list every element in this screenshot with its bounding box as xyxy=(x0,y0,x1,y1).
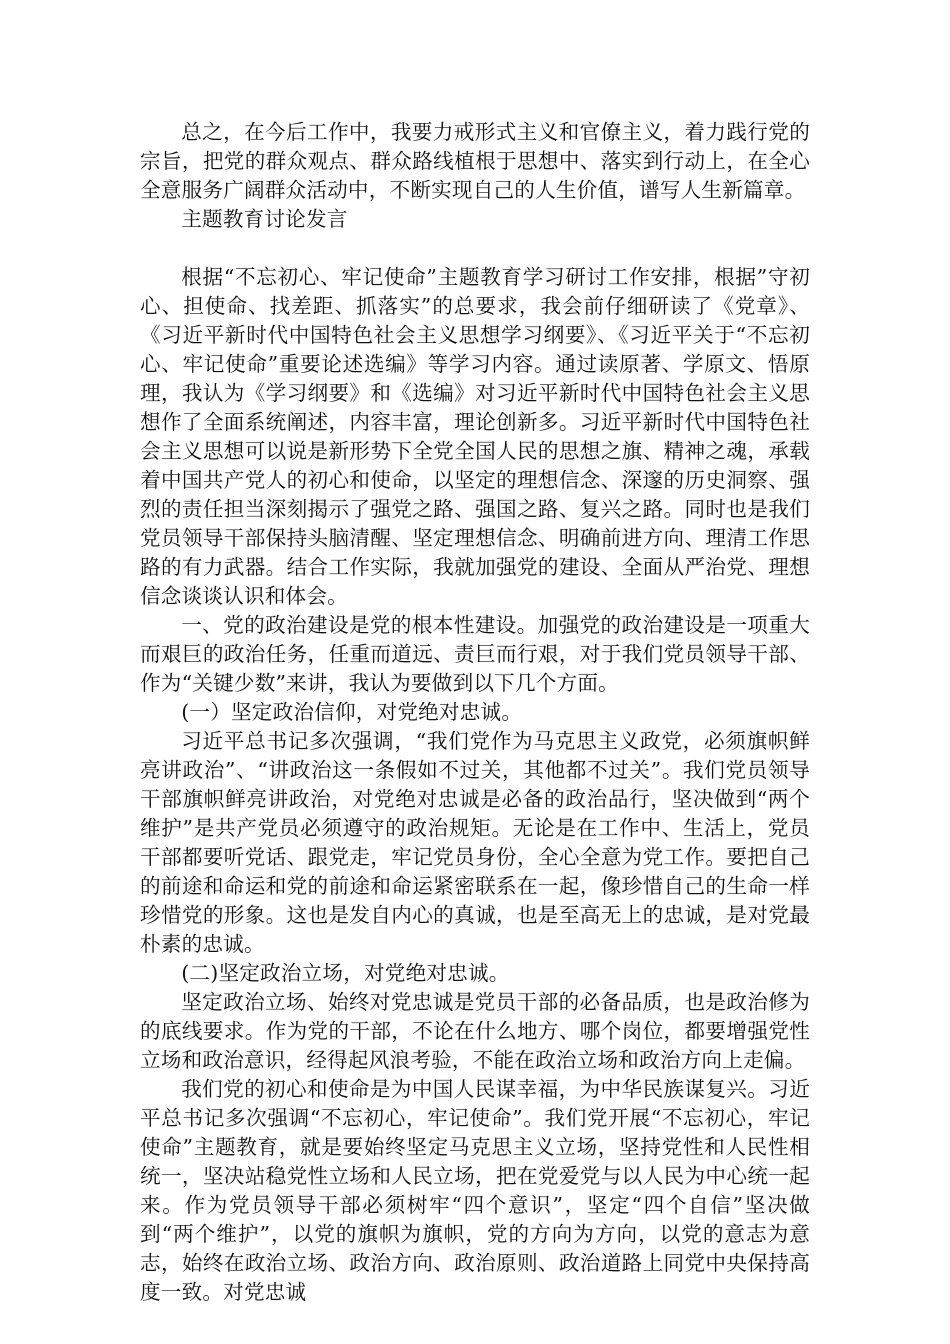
paragraph-mission: 我们党的初心和使命是为中国人民谋幸福，为中华民族谋复兴。习近平总书记多次强调“不忘初心，牢记使命”。我们党开展“不忘初心，牢记使命”主题教育，就是要始终坚定马克思主义立场，坚持党性和人民性相统一，坚决站稳党性立场和人民立场，把在党爱党与以人民为中心统一起来。作为党员领导干部必须树牢“四个意识”，坚定“四个自信”坚决做到“两个维护”，以党的旗帜为旗帜，党的方向为方向，以党的意志为意志，始终在政治立场、政治方向、政治原则、政治道路上同党中央保持高度一致。对党忠诚 xyxy=(140,1077,810,1304)
subheading-two: (二)坚定政治立场，对党绝对忠诚。 xyxy=(181,961,510,985)
paragraph-conclusion: 总之，在今后工作中，我要力戒形式主义和官僚主义，着力践行党的宗旨，把党的群众观点、群众路线植根于思想中、落实到行动上，在全心全意服务广阔群众活动中，不断实现自己的人生价值，谱写人生新篇章。 xyxy=(140,120,810,202)
paragraph-intro: 根据“不忘初心、牢记使命”主题教育学习研讨工作安排，根据”守初心、担使命、找差距、抓落实”的总要求，我会前仔细研读了《党章》、《习近平新时代中国特色社会主义思想学习纲要》、《习近平关于“不忘初心、牢记使命”重要论述选编》等学习内容。通过读原著、学原文、悟原理，我认为《学习纲要》和《选编》对习近平新时代中国特色社会主义思想作了全面系统阐述，内容丰富，理论创新多。习近平新时代中国特色社会主义思想可以说是新形势下全党全国人民的思想之旗、精神之魂，承载着中国共产党人的初心和使命，以坚定的理想信念、深邃的历史洞察、强烈的责任担当深刻揭示了强党之路、强国之路、复兴之路。同时也是我们党员领导干部保持头脑清醒、坚定理想信念、明确前进方向、理清工作思路的有力武器。结合工作实际，我就加强党的建设、全面从严治党、理想信念谈谈认识和体会。 xyxy=(140,265,810,608)
paragraph-political-belief: 习近平总书记多次强调，“我们党作为马克思主义政党，必须旗帜鲜亮讲政治”、“讲政治这一条假如不过关，其他都不过关”。我们党员领导干部旗帜鲜亮讲政治，对党绝对忠诚是必备的政治品行，坚决做到“两个维护”是共产党员必须遵守的政治规矩。无论是在工作中、生活上，党员干部都要听党话、跟党走，牢记党员身份，全心全意为党工作。要把自己的前途和命运和党的前途和命运紧密联系在一起，像珍惜自己的生命一样珍惜党的形象。这也是发自内心的真诚，也是至高无上的忠诚，是对党最朴素的忠诚。 xyxy=(140,729,810,956)
section-title: 主题教育讨论发言 xyxy=(181,207,348,231)
paragraph-political-stance: 坚定政治立场、始终对党忠诚是党员干部的必备品质，也是政治修为的底线要求。作为党的干部，不论在什么地方、哪个岗位，都要增强党性立场和政治意识，经得起风浪考验，不能在政治立场和政治方向上走偏。 xyxy=(140,990,810,1072)
document-body xyxy=(140,118,810,1307)
heading-part-one: 一、党的政治建设是党的根本性建设。加强党的政治建设是一项重大而艰巨的政治任务，任重而道远、责巨而行艰，对于我们党员领导干部、作为“关键少数”来讲，我认为要做到以下几个方面。 xyxy=(140,613,810,695)
subheading-one: (一）坚定政治信仰，对党绝对忠诚。 xyxy=(181,700,523,724)
